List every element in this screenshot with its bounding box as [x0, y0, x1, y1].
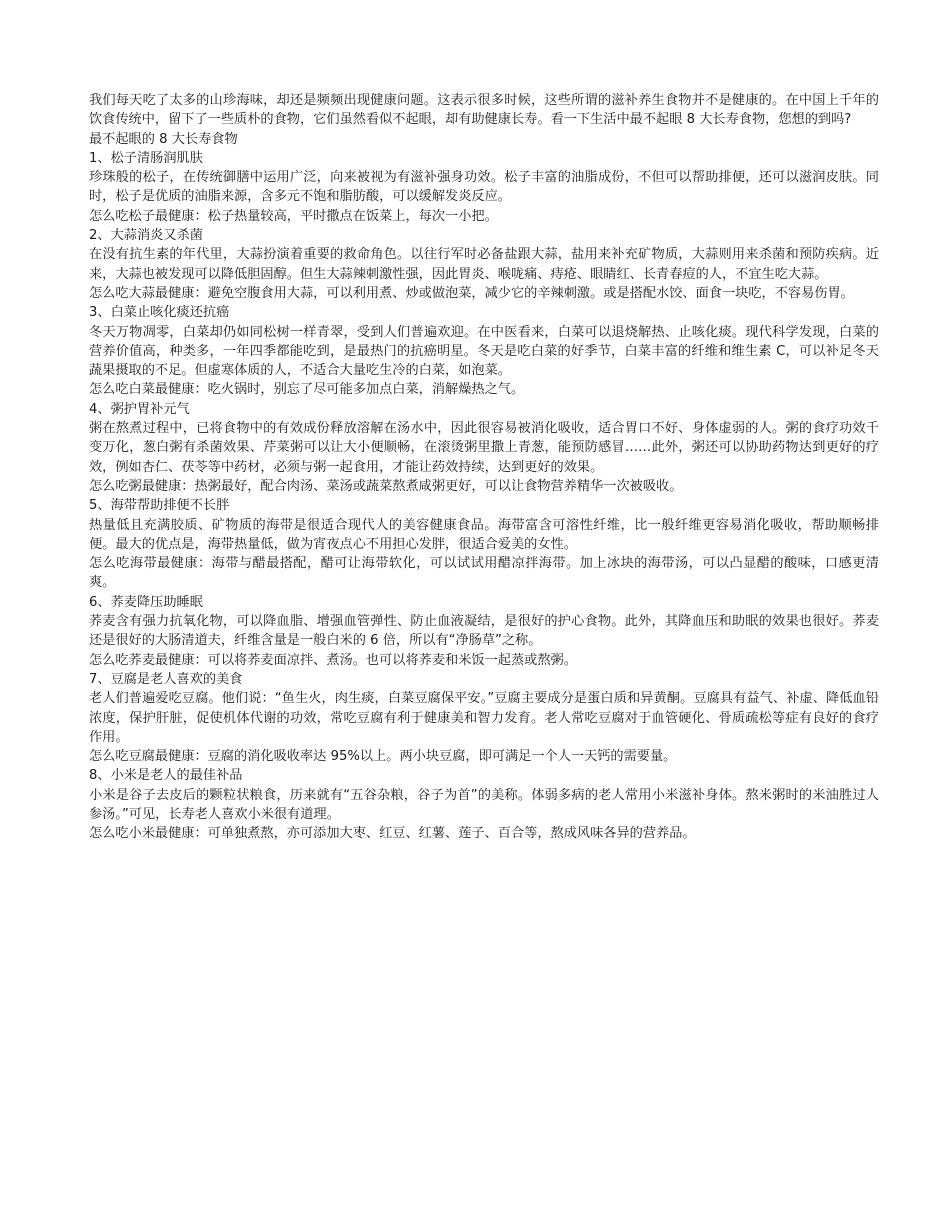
- section-tip: 怎么吃小米最健康：可单独煮熬，亦可添加大枣、红豆、红薯、莲子、百合等，熬成风味各异的营养品。: [89, 826, 696, 842]
- section-heading: 1、松子清肠润肌肤: [89, 150, 203, 166]
- section-body: 在没有抗生素的年代里，大蒜扮演着重要的救命角色。以往行军时必备盐跟大蒜，盐用来补充矿物质，大蒜则用来杀菌和预防疾病。近来，大蒜也被发现可以降低胆固醇。但生大蒜辣刺激性强，因此胃炎、喉咙痛、痔疮、眼睛红、长青春痘的人，不宜生吃大蒜。: [89, 247, 879, 282]
- section-tip: 怎么吃大蒜最健康：避免空腹食用大蒜，可以利用煮、炒或做泡菜，减少它的辛辣刺激。或是搭配水饺、面食一块吃，不容易伤胃。: [89, 285, 854, 301]
- intro-paragraph: 我们每天吃了太多的山珍海味，却还是频频出现健康问题。这表示很多时候，这些所谓的滋补养生食物并不是健康的。在中国上千年的饮食传统中，留下了一些质朴的食物，它们虽然看似不起眼，却有助健康长寿。看一下生活中最不起眼 8 大长寿食物，您想的到吗?: [89, 93, 879, 128]
- document-page: [89, 91, 879, 844]
- section-tip: 怎么吃荞麦最健康：可以将荞麦面凉拌、煮汤。也可以将荞麦和米饭一起蒸或熬粥。: [89, 652, 577, 668]
- section-heading: 5、海带帮助排便不长胖: [89, 498, 230, 514]
- section-heading: 8、小米是老人的最佳补品: [89, 768, 243, 784]
- section-tip: 怎么吃白菜最健康：吃火锅时，别忘了尽可能多加点白菜，消解燥热之气。: [89, 382, 525, 398]
- section-heading: 2、大蒜消炎又杀菌: [89, 228, 203, 244]
- section-body: 珍珠般的松子，在传统御膳中运用广泛，向来被视为有滋补强身功效。松子丰富的油脂成份，不但可以帮助排便，还可以滋润皮肤。同时，松子是优质的油脂来源，含多元不饱和脂肪酸，可以缓解发炎反应。: [89, 170, 879, 205]
- section-body: 冬天万物凋零，白菜却仍如同松树一样青翠，受到人们普遍欢迎。在中医看来，白菜可以退烧解热、止咳化痰。现代科学发现，白菜的营养价值高，种类多，一年四季都能吃到，是最热门的抗癌明星。冬天是吃白菜的好季节，白菜丰富的纤维和维生素 C，可以补足冬天蔬果摄取的不足。但虚寒体质的人，不适合大量吃生冷的白菜，如泡菜。: [89, 324, 879, 379]
- section-heading: 7、豆腐是老人喜欢的美食: [89, 671, 243, 687]
- document-title: 最不起眼的 8 大长寿食物: [89, 131, 238, 147]
- section-body: 荞麦含有强力抗氧化物，可以降血脂、增强血管弹性、防止血液凝结，是很好的护心食物。此外，其降血压和助眠的效果也很好。荞麦还是很好的大肠清道夫，纤维含量是一般白米的 6 倍，所以有“净肠草”之称。: [89, 614, 879, 649]
- section-tip: 怎么吃豆腐最健康：豆腐的消化吸收率达 95%以上。两小块豆腐，即可满足一个人一天钙的需要量。: [89, 749, 677, 765]
- section-body: 小米是谷子去皮后的颗粒状粮食，历来就有“五谷杂粮，谷子为首”的美称。体弱多病的老人常用小米滋补身体。熬米粥时的米油胜过人参汤。”可见，长寿老人喜欢小米很有道理。: [89, 787, 879, 822]
- section-body: 老人们普遍爱吃豆腐。他们说：“鱼生火，肉生痰，白菜豆腐保平安。”豆腐主要成分是蛋白质和异黄酮。豆腐具有益气、补虚、降低血铅浓度，保护肝脏，促使机体代谢的功效，常吃豆腐有利于健康美和智力发育。老人常吃豆腐对于血管硬化、骨质疏松等症有良好的食疗作用。: [89, 691, 879, 745]
- section-body: 粥在熬煮过程中，已将食物中的有效成份释放溶解在汤水中，因此很容易被消化吸收，适合胃口不好、身体虚弱的人。粥的食疗功效千变万化，葱白粥有杀菌效果、芹菜粥可以让大小便顺畅，在滚烫粥里撒上青葱，能预防感冒……此外，粥还可以协助药物达到更好的疗效，例如杏仁、茯苓等中药材，必须与粥一起食用，才能让药效持续，达到更好的效果。: [89, 421, 879, 475]
- section-body: 热量低且充满胶质、矿物质的海带是很适合现代人的美容健康食品。海带富含可溶性纤维，比一般纤维更容易消化吸收，帮助顺畅排便。最大的优点是，海带热量低，做为宵夜点心不用担心发胖，很适合爱美的女性。: [89, 517, 879, 552]
- section-tip: 怎么吃松子最健康：松子热量较高，平时撒点在饭菜上，每次一小把。: [89, 208, 498, 224]
- section-tip: 怎么吃海带最健康：海带与醋最搭配，醋可让海带软化，可以试试用醋凉拌海带。加上冰块的海带汤，可以凸显醋的酸味，口感更清爽。: [89, 556, 879, 591]
- section-heading: 6、荞麦降压助睡眠: [89, 594, 203, 610]
- section-heading: 4、粥护胃补元气: [89, 401, 190, 417]
- section-tip: 怎么吃粥最健康：热粥最好，配合肉汤、菜汤或蔬菜熬煮咸粥更好，可以让食物营养精华一次被吸收。: [89, 478, 683, 494]
- section-heading: 3、白菜止咳化痰还抗癌: [89, 305, 230, 321]
